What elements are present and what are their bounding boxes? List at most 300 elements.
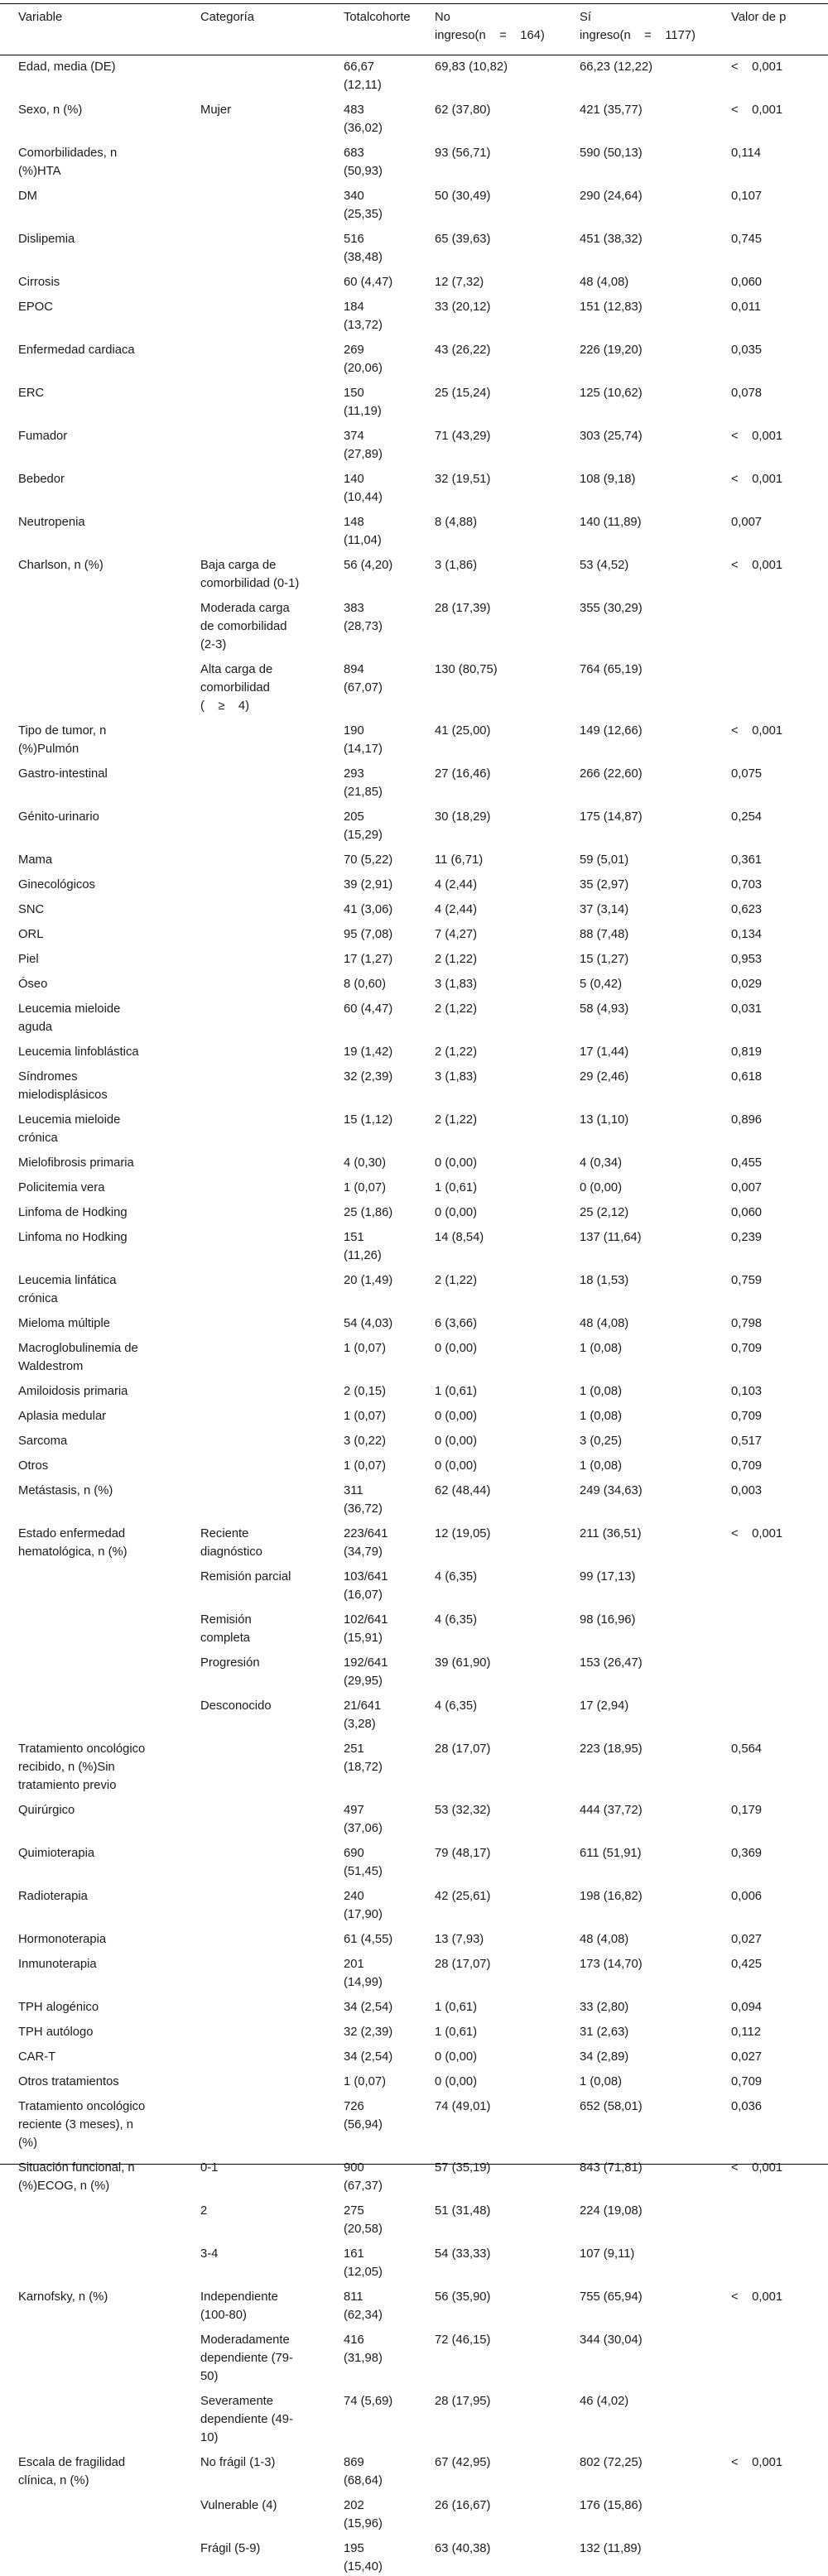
variable-cell: Fumador: [18, 430, 68, 443]
valor-p-cell: 0,254: [731, 810, 763, 824]
categoria-cell: dependiente (49-: [200, 2413, 293, 2426]
total-cohorte-cell: 811: [344, 2290, 363, 2304]
valor-p-cell: 0,011: [731, 300, 761, 314]
total-cohorte-cell: 148: [344, 516, 364, 529]
header-total-cohorte: Totalcohorte: [344, 11, 411, 24]
valor-p-cell: 0,953: [731, 953, 763, 966]
valor-p-cell: 0,369: [731, 1847, 763, 1860]
si-ingreso-cell: 1 (0,08): [580, 1342, 622, 1355]
variable-cell: Estado enfermedad: [18, 1527, 126, 1540]
total-cohorte-cell: 205: [344, 810, 364, 824]
no-ingreso-cell: 2 (1,22): [435, 1274, 477, 1287]
si-ingreso-cell: 303 (25,74): [580, 430, 643, 443]
total-cohorte-cell: 34 (2,54): [344, 2050, 393, 2064]
si-ingreso-cell: 223 (18,95): [580, 1742, 643, 1756]
categoria-cell: comorbilidad: [200, 681, 270, 694]
no-ingreso-cell: 28 (17,07): [435, 1958, 491, 1971]
no-ingreso-cell: 0 (0,00): [435, 1206, 477, 1219]
total-cohorte-cell: (15,40): [344, 2560, 383, 2574]
si-ingreso-cell: 15 (1,27): [580, 953, 629, 966]
no-ingreso-cell: 130 (80,75): [435, 663, 498, 676]
total-cohorte-cell: 497: [344, 1804, 364, 1817]
variable-cell: Génito-urinario: [18, 810, 99, 824]
variable-cell: Linfoma no Hodking: [18, 1231, 128, 1244]
total-cohorte-cell: (67,07): [344, 681, 383, 694]
variable-cell: hematológica, n (%): [18, 1545, 128, 1559]
no-ingreso-cell: 0 (0,00): [435, 1459, 477, 1473]
total-cohorte-cell: (11,26): [344, 1249, 382, 1262]
header-no-ingreso: No: [435, 11, 450, 24]
si-ingreso-cell: 149 (12,66): [580, 724, 643, 738]
variable-cell: Dislipemia: [18, 233, 75, 246]
categoria-cell: Severamente: [200, 2395, 274, 2408]
no-ingreso-cell: 4 (2,44): [435, 878, 477, 892]
si-ingreso-cell: 48 (4,08): [580, 1317, 629, 1330]
variable-cell: Metástasis, n (%): [18, 1484, 113, 1497]
categoria-cell: Independiente: [200, 2290, 278, 2304]
total-cohorte-cell: 102/641: [344, 1613, 388, 1627]
si-ingreso-cell: 17 (2,94): [580, 1699, 629, 1713]
variable-cell: Radioterapia: [18, 1890, 88, 1903]
header-no-ingreso: ingreso(n = 164): [435, 29, 545, 42]
valor-p-cell: 0,361: [731, 853, 763, 867]
valor-p-cell: < 0,001: [731, 559, 783, 572]
total-cohorte-cell: (31,98): [344, 2352, 383, 2365]
total-cohorte-cell: 894: [344, 663, 364, 676]
variable-cell: Charlson, n (%): [18, 559, 104, 572]
si-ingreso-cell: 59 (5,01): [580, 853, 629, 867]
si-ingreso-cell: 125 (10,62): [580, 387, 643, 400]
no-ingreso-cell: 26 (16,67): [435, 2499, 491, 2512]
variable-cell: Neutropenia: [18, 516, 85, 529]
total-cohorte-cell: 61 (4,55): [344, 1933, 393, 1946]
no-ingreso-cell: 0 (0,00): [435, 1156, 477, 1170]
total-cohorte-cell: 869: [344, 2456, 364, 2469]
variable-cell: Macroglobulinemia de: [18, 1342, 138, 1355]
total-cohorte-cell: 8 (0,60): [344, 978, 386, 991]
total-cohorte-cell: 184: [344, 300, 364, 314]
total-cohorte-cell: (12,11): [344, 79, 382, 92]
total-cohorte-cell: 190: [344, 724, 364, 738]
si-ingreso-cell: 29 (2,46): [580, 1070, 629, 1084]
no-ingreso-cell: 2 (1,22): [435, 1002, 477, 1016]
total-cohorte-cell: 95 (7,08): [344, 928, 393, 941]
si-ingreso-cell: 173 (14,70): [580, 1958, 643, 1971]
variable-cell: tratamiento previo: [18, 1779, 117, 1792]
total-cohorte-cell: 19 (1,42): [344, 1045, 393, 1059]
si-ingreso-cell: 176 (15,86): [580, 2499, 643, 2512]
valor-p-cell: < 0,001: [731, 60, 783, 74]
total-cohorte-cell: 60 (4,47): [344, 276, 393, 289]
total-cohorte-cell: (37,06): [344, 1822, 383, 1835]
total-cohorte-cell: (67,37): [344, 2180, 383, 2193]
variable-cell: SNC: [18, 903, 45, 916]
no-ingreso-cell: 4 (6,35): [435, 1570, 477, 1584]
total-cohorte-cell: (21,85): [344, 786, 383, 799]
si-ingreso-cell: 764 (65,19): [580, 663, 643, 676]
variable-cell: Gastro-intestinal: [18, 767, 108, 781]
total-cohorte-cell: 74 (5,69): [344, 2395, 393, 2408]
total-cohorte-cell: 269: [344, 344, 364, 357]
total-cohorte-cell: 56 (4,20): [344, 559, 393, 572]
no-ingreso-cell: 0 (0,00): [435, 2075, 477, 2088]
categoria-cell: (100-80): [200, 2309, 247, 2322]
total-cohorte-cell: 293: [344, 767, 364, 781]
si-ingreso-cell: 355 (30,29): [580, 602, 643, 615]
total-cohorte-cell: 251: [344, 1742, 364, 1756]
no-ingreso-cell: 3 (1,83): [435, 978, 477, 991]
valor-p-cell: 0,455: [731, 1156, 763, 1170]
total-cohorte-cell: (13,72): [344, 319, 383, 332]
variable-cell: Sexo, n (%): [18, 103, 83, 117]
total-cohorte-cell: 1 (0,07): [344, 1342, 386, 1355]
categoria-cell: 2: [200, 2204, 208, 2218]
no-ingreso-cell: 69,83 (10,82): [435, 60, 508, 74]
no-ingreso-cell: 0 (0,00): [435, 1410, 477, 1423]
si-ingreso-cell: 1 (0,08): [580, 1410, 622, 1423]
no-ingreso-cell: 2 (1,22): [435, 1113, 477, 1127]
total-cohorte-cell: 1 (0,07): [344, 1459, 386, 1473]
total-cohorte-cell: (14,99): [344, 1976, 383, 1989]
total-cohorte-cell: 690: [344, 1847, 364, 1860]
variable-cell: Escala de fragilidad: [18, 2456, 126, 2469]
valor-p-cell: 0,114: [731, 147, 761, 160]
no-ingreso-cell: 32 (19,51): [435, 473, 491, 486]
si-ingreso-cell: 843 (71,81): [580, 2161, 643, 2175]
variable-cell: ORL: [18, 928, 44, 941]
total-cohorte-cell: 3 (0,22): [344, 1435, 386, 1448]
categoria-cell: Frágil (5-9): [200, 2542, 261, 2555]
variable-cell: Leucemia mieloide: [18, 1113, 121, 1127]
total-cohorte-cell: (17,90): [344, 1908, 383, 1921]
total-cohorte-cell: (25,35): [344, 208, 383, 221]
variable-cell: Leucemia mieloide: [18, 1002, 121, 1016]
categoria-cell: 3-4: [200, 2247, 219, 2261]
categoria-cell: No frágil (1-3): [200, 2456, 276, 2469]
total-cohorte-cell: 383: [344, 602, 364, 615]
variable-cell: Mama: [18, 853, 53, 867]
variable-cell: Leucemia linfática: [18, 1274, 117, 1287]
total-cohorte-cell: 192/641: [344, 1656, 388, 1670]
total-cohorte-cell: (38,48): [344, 251, 383, 264]
no-ingreso-cell: 6 (3,66): [435, 1317, 477, 1330]
variable-cell: Aplasia medular: [18, 1410, 107, 1423]
total-cohorte-cell: (36,72): [344, 1502, 383, 1516]
si-ingreso-cell: 25 (2,12): [580, 1206, 629, 1219]
total-cohorte-cell: 340: [344, 190, 364, 203]
variable-cell: Policitemia vera: [18, 1181, 105, 1194]
total-cohorte-cell: (11,19): [344, 405, 382, 418]
no-ingreso-cell: 7 (4,27): [435, 928, 477, 941]
no-ingreso-cell: 8 (4,88): [435, 516, 477, 529]
si-ingreso-cell: 226 (19,20): [580, 344, 643, 357]
variable-cell: crónica: [18, 1132, 58, 1145]
header-variable: Variable: [18, 11, 63, 24]
variable-cell: (%)ECOG, n (%): [18, 2180, 110, 2193]
si-ingreso-cell: 755 (65,94): [580, 2290, 643, 2304]
total-cohorte-cell: 15 (1,12): [344, 1113, 393, 1127]
valor-p-cell: 0,078: [731, 387, 763, 400]
valor-p-cell: 0,094: [731, 2001, 763, 2014]
no-ingreso-cell: 30 (18,29): [435, 810, 491, 824]
categoria-cell: Mujer: [200, 103, 231, 117]
si-ingreso-cell: 99 (17,13): [580, 1570, 636, 1584]
total-cohorte-cell: 275: [344, 2204, 364, 2218]
no-ingreso-cell: 42 (25,61): [435, 1890, 491, 1903]
variable-cell: Karnofsky, n (%): [18, 2290, 108, 2304]
no-ingreso-cell: 62 (37,80): [435, 103, 491, 117]
total-cohorte-cell: (56,94): [344, 2118, 383, 2131]
valor-p-cell: 0,007: [731, 1181, 763, 1194]
variable-cell: Enfermedad cardiaca: [18, 344, 135, 357]
total-cohorte-cell: (34,79): [344, 1545, 383, 1559]
variable-cell: Cirrosis: [18, 276, 60, 289]
no-ingreso-cell: 12 (7,32): [435, 276, 484, 289]
total-cohorte-cell: 195: [344, 2542, 364, 2555]
total-cohorte-cell: 240: [344, 1890, 364, 1903]
variable-cell: clínica, n (%): [18, 2474, 89, 2487]
no-ingreso-cell: 2 (1,22): [435, 953, 477, 966]
variable-cell: Quirúrgico: [18, 1804, 75, 1817]
categoria-cell: Progresión: [200, 1656, 260, 1670]
no-ingreso-cell: 72 (46,15): [435, 2333, 491, 2347]
no-ingreso-cell: 2 (1,22): [435, 1045, 477, 1059]
variable-cell: Comorbilidades, n: [18, 147, 118, 160]
si-ingreso-cell: 66,23 (12,22): [580, 60, 653, 74]
header-categoria: Categoría: [200, 11, 254, 24]
valor-p-cell: 0,029: [731, 978, 763, 991]
valor-p-cell: 0,239: [731, 1231, 763, 1244]
valor-p-cell: 0,564: [731, 1742, 763, 1756]
total-cohorte-cell: 54 (4,03): [344, 1317, 393, 1330]
variable-cell: aguda: [18, 1021, 53, 1034]
total-cohorte-cell: 41 (3,06): [344, 903, 393, 916]
no-ingreso-cell: 53 (32,32): [435, 1804, 491, 1817]
valor-p-cell: < 0,001: [731, 2456, 783, 2469]
no-ingreso-cell: 57 (35,19): [435, 2161, 491, 2175]
variable-cell: Otros: [18, 1459, 49, 1473]
categoria-cell: 50): [200, 2370, 219, 2383]
valor-p-cell: 0,075: [731, 767, 763, 781]
total-cohorte-cell: 150: [344, 387, 364, 400]
total-cohorte-cell: (27,89): [344, 448, 383, 461]
si-ingreso-cell: 48 (4,08): [580, 276, 629, 289]
si-ingreso-cell: 31 (2,63): [580, 2026, 629, 2039]
no-ingreso-cell: 4 (6,35): [435, 1699, 477, 1713]
total-cohorte-cell: 140: [344, 473, 364, 486]
total-cohorte-cell: 161: [344, 2247, 364, 2261]
valor-p-cell: 0,709: [731, 1342, 763, 1355]
no-ingreso-cell: 11 (6,71): [435, 853, 484, 867]
categoria-cell: Remisión: [200, 1613, 252, 1627]
no-ingreso-cell: 1 (0,61): [435, 2026, 477, 2039]
no-ingreso-cell: 0 (0,00): [435, 1342, 477, 1355]
valor-p-cell: 0,703: [731, 878, 763, 892]
total-cohorte-cell: 223/641: [344, 1527, 388, 1540]
variable-cell: Hormonoterapia: [18, 1933, 107, 1946]
valor-p-cell: 0,517: [731, 1435, 763, 1448]
variable-cell: mielodisplásicos: [18, 1089, 108, 1102]
total-cohorte-cell: 103/641: [344, 1570, 388, 1584]
variable-cell: Tratamiento oncológico: [18, 1742, 146, 1756]
total-cohorte-cell: (62,34): [344, 2309, 383, 2322]
valor-p-cell: < 0,001: [731, 430, 783, 443]
si-ingreso-cell: 53 (4,52): [580, 559, 629, 572]
total-cohorte-cell: 483: [344, 103, 364, 117]
no-ingreso-cell: 63 (40,38): [435, 2542, 491, 2555]
total-cohorte-cell: (51,45): [344, 1865, 383, 1878]
si-ingreso-cell: 224 (19,08): [580, 2204, 643, 2218]
total-cohorte-cell: 66,67: [344, 60, 375, 74]
variable-cell: Quimioterapia: [18, 1847, 95, 1860]
total-cohorte-cell: 151: [344, 1231, 364, 1244]
variable-cell: ERC: [18, 387, 45, 400]
si-ingreso-cell: 13 (1,10): [580, 1113, 629, 1127]
categoria-cell: completa: [200, 1632, 251, 1645]
no-ingreso-cell: 65 (39,63): [435, 233, 491, 246]
categoria-cell: Vulnerable (4): [200, 2499, 277, 2512]
no-ingreso-cell: 0 (0,00): [435, 1435, 477, 1448]
valor-p-cell: 0,179: [731, 1804, 763, 1817]
total-cohorte-cell: (20,06): [344, 362, 383, 375]
total-cohorte-cell: (68,64): [344, 2474, 383, 2487]
total-cohorte-cell: (10,44): [344, 491, 383, 504]
variable-cell: (%)Pulmón: [18, 743, 79, 756]
si-ingreso-cell: 18 (1,53): [580, 1274, 629, 1287]
variable-cell: Amiloidosis primaria: [18, 1385, 128, 1398]
valor-p-cell: 0,425: [731, 1958, 763, 1971]
variable-cell: Óseo: [18, 978, 48, 991]
si-ingreso-cell: 652 (58,01): [580, 2100, 643, 2113]
total-cohorte-cell: 683: [344, 147, 364, 160]
no-ingreso-cell: 4 (2,44): [435, 903, 477, 916]
total-cohorte-cell: 900: [344, 2161, 364, 2175]
header-si-ingreso: Sí: [580, 11, 591, 24]
variable-cell: Piel: [18, 953, 39, 966]
categoria-cell: Moderada carga: [200, 602, 290, 615]
no-ingreso-cell: 28 (17,07): [435, 1742, 491, 1756]
total-cohorte-cell: 2 (0,15): [344, 1385, 386, 1398]
si-ingreso-cell: 249 (34,63): [580, 1484, 643, 1497]
no-ingreso-cell: 74 (49,01): [435, 2100, 491, 2113]
categoria-cell: Reciente: [200, 1527, 249, 1540]
si-ingreso-cell: 33 (2,80): [580, 2001, 629, 2014]
no-ingreso-cell: 67 (42,95): [435, 2456, 491, 2469]
valor-p-cell: 0,006: [731, 1890, 763, 1903]
total-cohorte-cell: (3,28): [344, 1718, 376, 1731]
no-ingreso-cell: 1 (0,61): [435, 1181, 477, 1194]
no-ingreso-cell: 33 (20,12): [435, 300, 491, 314]
variable-cell: Inmunoterapia: [18, 1958, 97, 1971]
total-cohorte-cell: 1 (0,07): [344, 1181, 386, 1194]
total-cohorte-cell: 32 (2,39): [344, 1070, 393, 1084]
si-ingreso-cell: 211 (36,51): [580, 1527, 642, 1540]
total-cohorte-cell: (15,29): [344, 829, 383, 842]
no-ingreso-cell: 28 (17,39): [435, 602, 491, 615]
no-ingreso-cell: 41 (25,00): [435, 724, 491, 738]
variable-cell: reciente (3 meses), n: [18, 2118, 133, 2131]
valor-p-cell: 0,007: [731, 516, 763, 529]
total-cohorte-cell: (15,96): [344, 2517, 383, 2530]
no-ingreso-cell: 13 (7,93): [435, 1933, 484, 1946]
total-cohorte-cell: 17 (1,27): [344, 953, 393, 966]
si-ingreso-cell: 175 (14,87): [580, 810, 643, 824]
variable-cell: TPH alogénico: [18, 2001, 99, 2014]
valor-p-cell: < 0,001: [731, 2290, 783, 2304]
si-ingreso-cell: 37 (3,14): [580, 903, 629, 916]
total-cohorte-cell: (28,73): [344, 620, 383, 633]
variable-cell: Mielofibrosis primaria: [18, 1156, 134, 1170]
categoria-cell: Moderadamente: [200, 2333, 290, 2347]
table-top-rule: [0, 3, 828, 4]
valor-p-cell: 0,103: [731, 1385, 763, 1398]
variable-cell: recibido, n (%)Sin: [18, 1761, 115, 1774]
categoria-cell: Remisión parcial: [200, 1570, 291, 1584]
variable-cell: Síndromes: [18, 1070, 78, 1084]
valor-p-cell: < 0,001: [731, 724, 783, 738]
valor-p-cell: < 0,001: [731, 2161, 783, 2175]
si-ingreso-cell: 35 (2,97): [580, 878, 629, 892]
no-ingreso-cell: 71 (43,29): [435, 430, 491, 443]
no-ingreso-cell: 3 (1,86): [435, 559, 477, 572]
si-ingreso-cell: 88 (7,48): [580, 928, 629, 941]
categoria-cell: Alta carga de: [200, 663, 273, 676]
total-cohorte-cell: 4 (0,30): [344, 1156, 386, 1170]
si-ingreso-cell: 0 (0,00): [580, 1181, 622, 1194]
variable-cell: crónica: [18, 1292, 58, 1305]
si-ingreso-cell: 58 (4,93): [580, 1002, 629, 1016]
si-ingreso-cell: 1 (0,08): [580, 1385, 622, 1398]
total-cohorte-cell: 39 (2,91): [344, 878, 393, 892]
total-cohorte-cell: 416: [344, 2333, 364, 2347]
total-cohorte-cell: (11,04): [344, 534, 382, 547]
variable-cell: Sarcoma: [18, 1435, 68, 1448]
no-ingreso-cell: 1 (0,61): [435, 2001, 477, 2014]
no-ingreso-cell: 28 (17,95): [435, 2395, 491, 2408]
total-cohorte-cell: 34 (2,54): [344, 2001, 393, 2014]
si-ingreso-cell: 34 (2,89): [580, 2050, 629, 2064]
total-cohorte-cell: 60 (4,47): [344, 1002, 393, 1016]
valor-p-cell: 0,031: [731, 1002, 763, 1016]
no-ingreso-cell: 0 (0,00): [435, 2050, 477, 2064]
no-ingreso-cell: 93 (56,71): [435, 147, 491, 160]
categoria-cell: ( ≥ 4): [200, 699, 250, 713]
categoria-cell: dependiente (79-: [200, 2352, 293, 2365]
si-ingreso-cell: 451 (38,32): [580, 233, 643, 246]
no-ingreso-cell: 25 (15,24): [435, 387, 491, 400]
valor-p-cell: 0,027: [731, 2050, 763, 2064]
no-ingreso-cell: 39 (61,90): [435, 1656, 491, 1670]
si-ingreso-cell: 590 (50,13): [580, 147, 643, 160]
valor-p-cell: 0,112: [731, 2026, 761, 2039]
si-ingreso-cell: 107 (9,11): [580, 2247, 635, 2261]
si-ingreso-cell: 344 (30,04): [580, 2333, 643, 2347]
total-cohorte-cell: (16,07): [344, 1588, 383, 1602]
si-ingreso-cell: 421 (35,77): [580, 103, 643, 117]
variable-cell: EPOC: [18, 300, 53, 314]
categoria-cell: 0-1: [200, 2161, 219, 2175]
variable-cell: Linfoma de Hodking: [18, 1206, 128, 1219]
valor-p-cell: 0,618: [731, 1070, 763, 1084]
total-cohorte-cell: 32 (2,39): [344, 2026, 393, 2039]
si-ingreso-cell: 3 (0,25): [580, 1435, 622, 1448]
categoria-cell: comorbilidad (0-1): [200, 577, 300, 590]
variable-cell: Tratamiento oncológico: [18, 2100, 146, 2113]
variable-cell: Bebedor: [18, 473, 65, 486]
total-cohorte-cell: (12,05): [344, 2266, 383, 2279]
no-ingreso-cell: 62 (48,44): [435, 1484, 491, 1497]
no-ingreso-cell: 54 (33,33): [435, 2247, 491, 2261]
